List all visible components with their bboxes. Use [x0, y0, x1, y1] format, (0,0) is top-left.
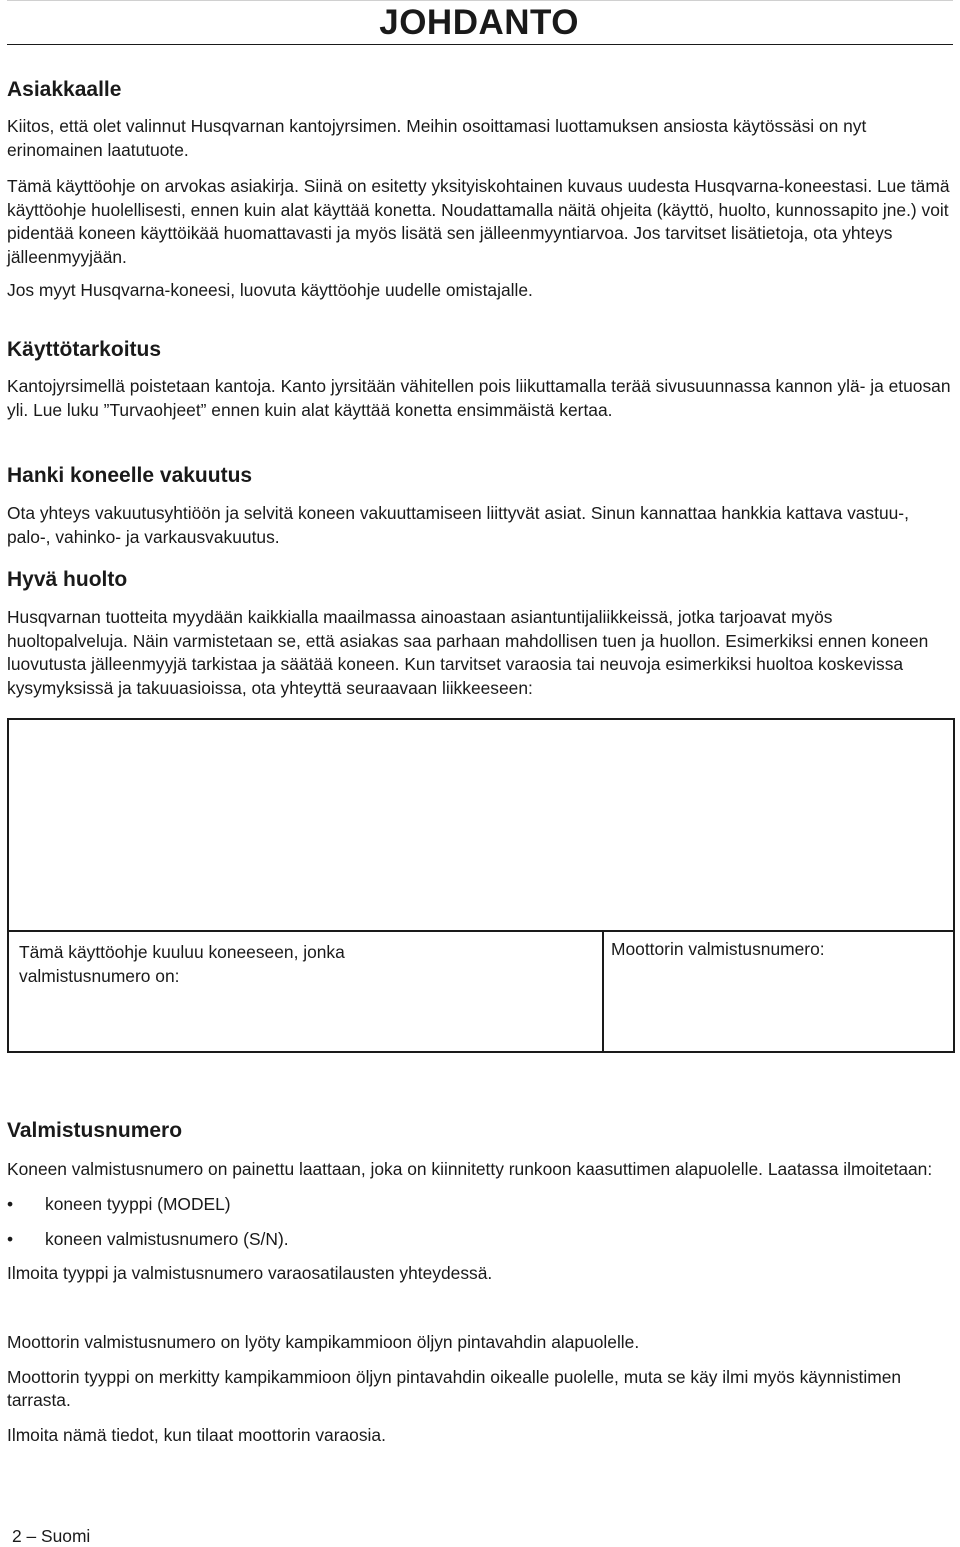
paragraph-resale: Jos myyt Husqvarna-koneesi, luovuta käyttöohje uudelle omistajalle. — [7, 280, 533, 300]
section-kayttotarkoitus — [7, 336, 953, 422]
paragraph-engine-parts: Ilmoita nämä tiedot, kun tilaat moottorin varaosia. — [7, 1424, 386, 1445]
list-item: • koneen tyyppi (MODEL) — [7, 1193, 231, 1214]
heading-vakuutus: Hanki koneelle vakuutus — [7, 464, 253, 487]
heading-kayttotarkoitus: Käyttötarkoitus — [7, 338, 162, 361]
bullet-icon: • — [7, 1193, 14, 1214]
section-asiakkaalle — [7, 76, 953, 303]
paragraph-ordering: Ilmoita tyyppi ja valmistusnumero varaosatilausten yhteydessä. — [7, 1262, 493, 1283]
list-item: • koneen valmistusnumero (S/N). — [7, 1228, 289, 1249]
page-number: 2 – Suomi — [12, 1526, 91, 1546]
engine-serial-cell — [604, 930, 953, 1051]
serial-number-label: Tämä käyttöohje kuuluu koneeseen, jonka valmistusnumero on: — [19, 942, 345, 986]
engine-serial-label: Moottorin valmistusnumero: — [611, 939, 825, 959]
title-divider — [7, 44, 953, 45]
section-valmistusnumero — [7, 1117, 953, 1447]
heading-asiakkaalle: Asiakkaalle — [7, 78, 122, 101]
paragraph-engine-type: Moottorin tyyppi on merkitty kampikammioon öljyn pintavahdin oikealle puolelle, muta se käy ilmi myös käynnistimen tarrasta. — [7, 1366, 902, 1410]
paragraph-plate: Koneen valmistusnumero on painettu laattaan, joka on kiinnitetty runkoon kaasuttimen alapuolelle. Laatassa ilmoitetaan: — [7, 1159, 933, 1179]
paragraph-service: Husqvarnan tuotteita myydään kaikkialla maailmassa ainoastaan asiantuntijaliikkeissä, jotka tarjoavat myös huoltopalveluja. Näin varmistetaan se, että asiakas saa parhaan mahdollisen tuen ja huollon. Esimerkiksi ennen koneen luovutusta jälleenmyyjä tarkistaa ja säätää koneen. Kun tarvitset varaosia tai neuvoja esimerkiksi huoltoa koskevissa kysymyksissä ja takuuasioissa, ota yhteyttä seuraavaan liikkeeseen: — [7, 607, 929, 698]
paragraph-purpose: Kantojyrsimellä poistetaan kantoja. Kanto jyrsitään vähitellen pois liikuttamalla terää sivusuunnassa kannon ylä- ja etuosan yli. Lue luku ”Turvaohjeet” ennen kuin alat käyttää konetta ensimmäistä kertaa. — [7, 376, 951, 420]
top-divider — [7, 0, 953, 1]
section-vakuutus — [7, 462, 953, 549]
heading-huolto: Hyvä huolto — [7, 568, 128, 591]
page-title: JOHDANTO — [379, 3, 579, 42]
bullet-icon: • — [7, 1228, 14, 1249]
serial-number-cell — [7, 930, 604, 1051]
plate-info-list — [7, 1193, 953, 1263]
heading-valmistusnumero: Valmistusnumero — [7, 1119, 183, 1142]
paragraph-manual-value: Tämä käyttöohje on arvokas asiakirja. Siinä on esitetty yksityiskohtainen kuvaus uudesta Husqvarna-koneestasi. Lue tämä käyttöohje huolellisesti, ennen kuin alat käyttää konetta. Noudattamalla näitä ohjeita (käyttö, huolto, kunnossapito jne.) voit pidentää koneen käyttöikää huomattavasti ja myös lisätä sen jälleenmyyntiarvoa. Jos tarvitset lisätietoja, ota yhteys jälleenmyyjään. — [7, 176, 950, 267]
paragraph-insurance: Ota yhteys vakuutusyhtiöön ja selvitä koneen vakuuttamiseen liittyvät asiat. Sinun kannattaa hankkia kattava vastuu-, palo-, vahinko- ja varkausvakuutus. — [7, 503, 909, 547]
paragraph-thanks: Kiitos, että olet valinnut Husqvarnan kantojyrsimen. Meihin osoittamasi luottamuksen ansiosta käytössäsi on nyt erinomainen laatutuote. — [7, 116, 867, 160]
paragraph-engine-serial: Moottorin valmistusnumero on lyöty kampikammioon öljyn pintavahdin alapuolelle. — [7, 1332, 640, 1352]
section-huolto — [7, 566, 953, 700]
